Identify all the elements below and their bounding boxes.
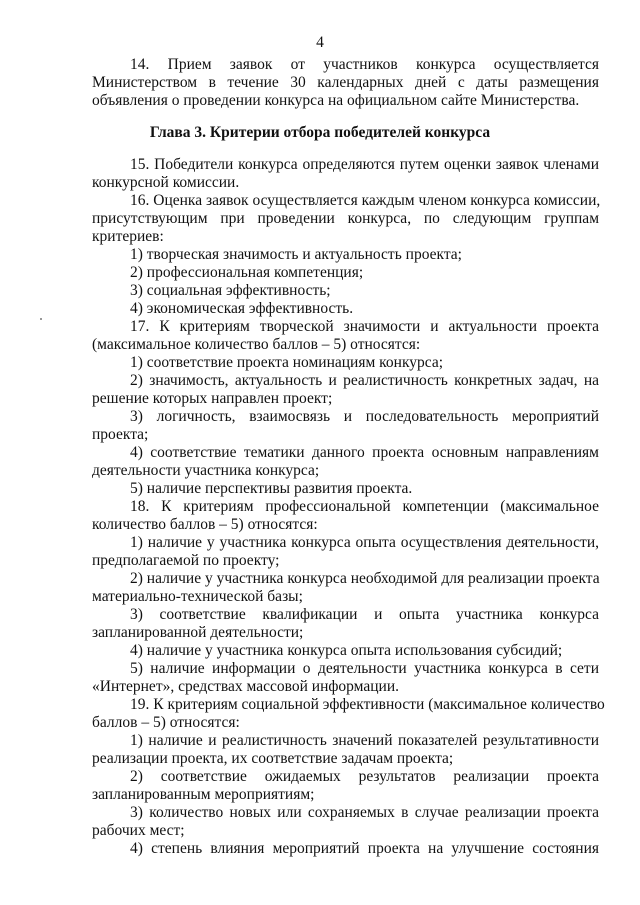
paragraph-line: Министерством в течение 30 календарных дней с даты размещения <box>92 74 599 91</box>
paragraph-line: критериев: <box>92 228 164 245</box>
page-number: 4 <box>316 34 324 51</box>
paragraph-line: 17. К критериям творческой значимости и актуальности проекта <box>130 318 599 335</box>
paragraph-line: конкурсной комиссии. <box>92 174 240 191</box>
chapter-heading: Глава 3. Критерии отбора победителей конкурса <box>149 124 491 141</box>
paragraph-line: рабочих мест; <box>92 822 185 839</box>
paragraph-line: количество баллов – 5) относятся: <box>92 516 318 533</box>
list-item: 2) наличие у участника конкурса необходимой для реализации проекта <box>130 570 600 587</box>
list-item: 1) творческая значимость и актуальность проекта; <box>130 246 462 263</box>
paragraph-line: 15. Победители конкурса определяются путем оценки заявок членами <box>130 156 599 173</box>
paragraph-line: «Интернет», средствах массовой информации. <box>92 678 400 695</box>
paragraph-line: (максимальное количество баллов – 5) относятся: <box>92 336 421 353</box>
list-item: 5) наличие перспективы развития проекта. <box>130 480 413 497</box>
list-item: 3) соответствие квалификации и опыта участника конкурса <box>130 606 599 623</box>
paragraph-line: присутствующим при проведении конкурса, по следующим группам <box>92 210 599 227</box>
paragraph-line: деятельности участника конкурса; <box>92 462 320 479</box>
list-item: 4) соответствие тематики данного проекта основным направлениям <box>130 444 599 461</box>
paragraph-line: материально-технической базы; <box>92 588 303 605</box>
paragraph-line: запланированным мероприятиям; <box>92 786 315 803</box>
paragraph-line: 14. Прием заявок от участников конкурса осуществляется <box>130 56 599 73</box>
paragraph-line: решение которых направлен проект; <box>92 390 333 407</box>
paragraph-line: запланированной деятельности; <box>92 624 304 641</box>
paragraph-line: предполагаемой по проекту; <box>92 552 280 569</box>
list-item: 2) соответствие ожидаемых результатов реализации проекта <box>130 768 599 785</box>
list-item: 1) соответствие проекта номинациям конкурса; <box>130 354 444 371</box>
list-item: 1) наличие и реалистичность значений показателей результативности <box>130 732 599 749</box>
list-item: 3) социальная эффективность; <box>130 282 331 299</box>
list-item: 4) экономическая эффективность. <box>130 300 354 317</box>
list-item: 3) количество новых или сохраняемых в случае реализации проекта <box>130 804 599 821</box>
list-item: 2) значимость, актуальность и реалистичность конкретных задач, на <box>130 372 599 389</box>
list-item: 4) наличие у участника конкурса опыта использования субсидий; <box>130 642 563 659</box>
list-item: 3) логичность, взаимосвязь и последовательность мероприятий <box>130 408 599 425</box>
list-item: 4) степень влияния мероприятий проекта на улучшение состояния <box>130 840 599 857</box>
paragraph-line: баллов – 5) относятся: <box>92 714 240 731</box>
list-item: 2) профессиональная компетенция; <box>130 264 364 281</box>
paragraph-line: объявления о проведении конкурса на официальном сайте Министерства. <box>92 92 580 109</box>
list-item: 5) наличие информации о деятельности участника конкурса в сети <box>130 660 599 677</box>
paragraph-line: 18. К критериям профессиональной компетенции (максимальное <box>130 498 599 515</box>
paragraph-line: реализации проекта, их соответствие задачам проекта; <box>92 750 454 767</box>
paragraph-line: 16. Оценка заявок осуществляется каждым членом конкурса комиссии, <box>130 192 601 209</box>
list-item: 1) наличие у участника конкурса опыта осуществления деятельности, <box>130 534 599 551</box>
paragraph-line: 19. К критериям социальной эффективности (максимальное количество <box>130 696 605 713</box>
paragraph-line: проекта; <box>92 426 149 443</box>
scan-speck <box>40 318 42 320</box>
